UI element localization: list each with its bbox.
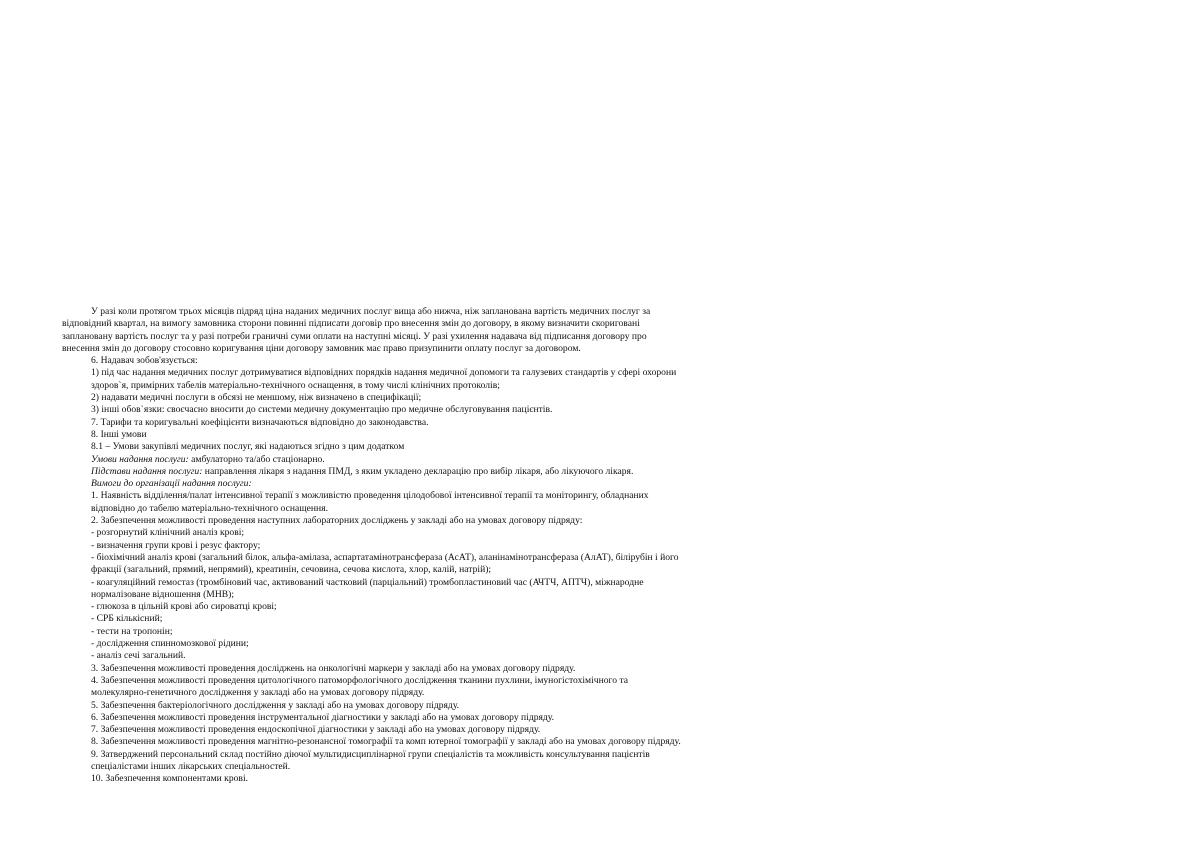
document-line-label: Умови надання послуги: bbox=[91, 453, 189, 465]
document-line-text: нормалізоване відношення (МНВ); bbox=[91, 588, 235, 600]
document-line bbox=[62, 712, 782, 724]
document-line-text: 8. Забезпечення можливості проведення магнітно-резонансної томографії та комп ютерної томографії у закладі або на умовах договору підряду. bbox=[91, 736, 681, 748]
document-line bbox=[62, 663, 782, 675]
document-line bbox=[62, 601, 782, 613]
document-line bbox=[62, 552, 782, 564]
document-line-text: 2) надавати медичні послуги в обсязі не меншому, ніж визначено в специфікації; bbox=[91, 392, 422, 404]
document-line bbox=[62, 404, 782, 416]
document-line bbox=[62, 761, 782, 773]
document-line bbox=[62, 318, 782, 330]
document-line bbox=[62, 736, 782, 748]
document-line-text: здоров`я, примірних табелів матеріально-технічного оснащення, в тому числі клінічних протоколів; bbox=[91, 379, 500, 391]
document-line bbox=[62, 343, 782, 355]
document-line-text: 3) інші обов`язки: своєчасно вносити до системи медичну документацію про медичне обслуговування пацієнтів. bbox=[91, 404, 553, 416]
document-line bbox=[62, 724, 782, 736]
document-line-text: відповідний квартал, на вимогу замовника сторони повинні підписати договір про внесення змін до договору, в якому визначити скориговані bbox=[62, 318, 640, 330]
document-line-text: 6. Забезпечення можливості проведення інструментальної діагностики у закладі або на умовах договору підряду. bbox=[91, 711, 555, 723]
document-line bbox=[62, 589, 782, 601]
document-line-text: - коагуляційний гемостаз (тромбіновий час, активований частковий (парціальний) тромбопластиновий час (АЧТЧ, АПТЧ), міжнародне bbox=[91, 576, 644, 588]
document-line bbox=[62, 331, 782, 343]
document-line-text: направлення лікаря з надання ПМД, з яким укладено декларацію про вибір лікаря, або лікуючого лікаря. bbox=[202, 465, 634, 477]
document-line bbox=[62, 638, 782, 650]
document-line-text: У разі коли протягом трьох місяців підряд ціна наданих медичних послуг вища або нижча, ніж запланована вартість медичних послуг за bbox=[91, 306, 651, 317]
document-line-text: 5. Забезпечення бактеріологічного дослідження у закладі або на умовах договору підряду. bbox=[91, 699, 460, 711]
document-line-text: 6. Надавач зобов'язується: bbox=[91, 355, 198, 367]
document-line bbox=[62, 490, 782, 502]
document-line-text: 8.1 – Умови закупівлі медичних послуг, які надаються згідно з цим додатком bbox=[91, 441, 405, 453]
document-line-text: - розгорнутий клінічний аналіз крові; bbox=[91, 527, 245, 539]
document-line-text: 7. Тарифи та коригувальні коефіцієнти визначаються відповідно до законодавства. bbox=[91, 416, 429, 428]
document-line bbox=[62, 306, 782, 318]
document-line-text: - визначення групи крові і резус фактору; bbox=[91, 539, 261, 551]
document-line bbox=[62, 441, 782, 453]
document-line bbox=[62, 478, 782, 490]
document-line-text: 4. Забезпечення можливості проведення цитологічного патоморфологічного дослідження тканини пухлини, імуногістохімічного та bbox=[91, 674, 629, 686]
document-line bbox=[62, 613, 782, 625]
document-line-text: 9. Затверджений персональний склад постійно діючої мультидисциплінарної групи спеціалістів та можливість консультування пацієнтів bbox=[91, 748, 650, 760]
document-line-text: внесення змін до договору стосовно коригування ціни договору замовник має право призупинити оплату послуг за договором. bbox=[62, 342, 581, 354]
document-line-text: заплановану вартість послуг та у разі потреби граничні суми оплати на наступні місяці. У разі ухилення надавача від підписання договору про bbox=[62, 330, 647, 342]
document-line bbox=[62, 417, 782, 429]
document-line bbox=[62, 773, 782, 785]
document-line-text: - глюкоза в цільній крові або сироватці крові; bbox=[91, 601, 277, 613]
document-line-text: молекулярно-генетичного дослідження у закладі або на умовах договору підряду. bbox=[91, 687, 425, 699]
document-line-text: 1. Наявність відділення/палат інтенсивної терапії з можливістю проведення цілодобової інтенсивної терапії та моніторингу, обладнаних bbox=[91, 490, 649, 502]
document-body bbox=[62, 306, 782, 786]
document-line-label: Підстави надання послуги: bbox=[91, 465, 203, 477]
document-line bbox=[62, 700, 782, 712]
document-line-text: відповідно до табелю матеріально-технічного оснащення. bbox=[91, 502, 328, 514]
document-line bbox=[62, 429, 782, 441]
document-line-text: фракції (загальний, прямий, непрямий), креатинін, сечовина, сечова кислота, хлор, калій, натрій); bbox=[91, 564, 492, 576]
document-line-text: амбулаторно та/або стаціонарно. bbox=[188, 453, 325, 465]
document-line bbox=[62, 577, 782, 589]
document-line bbox=[62, 687, 782, 699]
document-line bbox=[62, 626, 782, 638]
document-line bbox=[62, 380, 782, 392]
document-line-text: - СРБ кількісний; bbox=[91, 613, 163, 625]
document-line-text: - аналіз сечі загальний. bbox=[91, 650, 186, 662]
document-line bbox=[62, 466, 782, 478]
document-line bbox=[62, 527, 782, 539]
document-line-text: 2. Забезпечення можливості проведення наступних лабораторних досліджень у закладі або на умовах договору підряду: bbox=[91, 515, 583, 527]
document-line bbox=[62, 650, 782, 662]
document-line bbox=[62, 454, 782, 466]
document-line-text: - тести на тропонін; bbox=[91, 625, 173, 637]
document-line bbox=[62, 503, 782, 515]
document-line-text: - дослідження спинномозкової рідини; bbox=[91, 638, 249, 650]
document-line bbox=[62, 564, 782, 576]
document-line bbox=[62, 540, 782, 552]
document-line-text: 1) під час надання медичних послуг дотримуватися відповідних порядків надання медичної допомоги та галузевих стандартів у сфері охорони bbox=[91, 367, 677, 379]
document-line-text: спеціалістами інших лікарських спеціальностей. bbox=[91, 760, 291, 772]
document-line-text: 10. Забезпечення компонентами крові. bbox=[91, 773, 249, 785]
document-line-text: 8. Інші умови bbox=[91, 428, 147, 440]
document-line bbox=[62, 392, 782, 404]
document-line-text: 7. Забезпечення можливості проведення ендоскопічної діагностики у закладі або на умовах договору підряду. bbox=[91, 724, 541, 736]
document-line-text: - біохімічний аналіз крові (загальний білок, альфа-амілаза, аспартатамінотрансфераза (АсАТ), аланінамінотрансфераза (АлАТ), білірубін і його bbox=[91, 551, 679, 563]
document-line bbox=[62, 675, 782, 687]
document-line bbox=[62, 355, 782, 367]
document-line bbox=[62, 749, 782, 761]
document-line bbox=[62, 515, 782, 527]
document-line-label: Вимоги до організації надання послуги: bbox=[91, 478, 252, 490]
document-line-text: 3. Забезпечення можливості проведення досліджень на онкологічні маркери у закладі або на умовах договору підряду. bbox=[91, 662, 576, 674]
document-line bbox=[62, 367, 782, 379]
